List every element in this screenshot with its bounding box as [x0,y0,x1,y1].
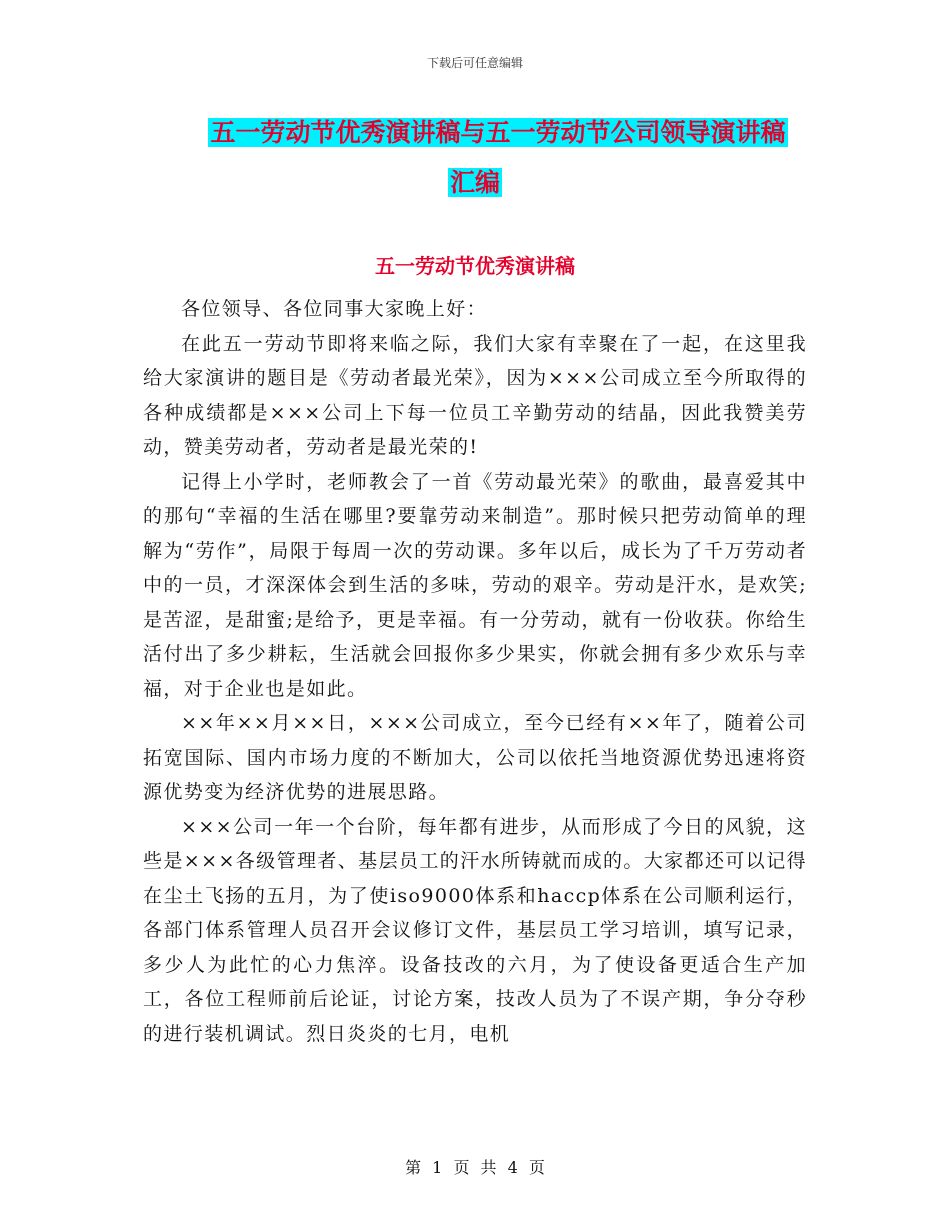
document-title-line-1: 五一劳动节优秀演讲稿与五一劳动节公司领导演讲稿 [210,118,786,147]
section-title: 五一劳动节优秀演讲稿 [375,254,575,278]
paragraph: 记得上小学时，老师教会了一首《劳动最光荣》的歌曲，最喜爱其中的那句“幸福的生活在哪里?要靠劳动来制造”。那时候只把劳动简单的理解为“劳作”，局限于每周一次的劳动课。多年以后，成长为了千万劳动者中的一员，才深深体会到生活的多味，劳动的艰辛。劳动是汗水，是欢笑;是苦涩，是甜蜜;是给予，更是幸福。有一分劳动，就有一份收获。你给生活付出了多少耕耘，生活就会回报你多少果实，你就会拥有多少欢乐与幸福，对于企业也是如此。 [143,470,807,700]
paragraph: ××年××月××日，×××公司成立，至今已经有××年了，随着公司拓宽国际、国内市场力度的不断加大，公司以依托当地资源优势迅速将资源优势变为经济优势的进展思路。 [143,712,807,803]
page-footer: 第 1 页 共 4 页 [405,1158,545,1177]
body-text [143,292,807,1051]
document-title [0,108,950,208]
paragraph: 在此五一劳动节即将来临之际，我们大家有幸聚在了一起，在这里我给大家演讲的题目是《劳动者最光荣》，因为×××公司成立至今所取得的各种成绩都是×××公司上下每一位员工辛勤劳动的结晶，因此我赞美劳动，赞美劳动者，劳动者是最光荣的! [143,332,807,458]
header-note: 下载后可任意编辑 [426,56,523,70]
document-title-line-2: 汇编 [449,168,500,197]
paragraph: ×××公司一年一个台阶，每年都有进步，从而形成了今日的风貌，这些是×××各级管理者、基层员工的汗水所铸就而成的。大家都还可以记得在尘土飞扬的五月，为了使iso9000体系和haccp体系在公司顺利运行，各部门体系管理人员召开会议修订文件，基层员工学习培训，填写记录，多少人为此忙的心力焦淬。设备技改的六月，为了使设备更适合生产加工，各位工程师前后论证，讨论方案，技改人员为了不误产期，争分夺秒的进行装机调试。烈日炎炎的七月，电机 [143,815,807,1045]
paragraph-greeting: 各位领导、各位同事大家晚上好： [181,298,488,320]
